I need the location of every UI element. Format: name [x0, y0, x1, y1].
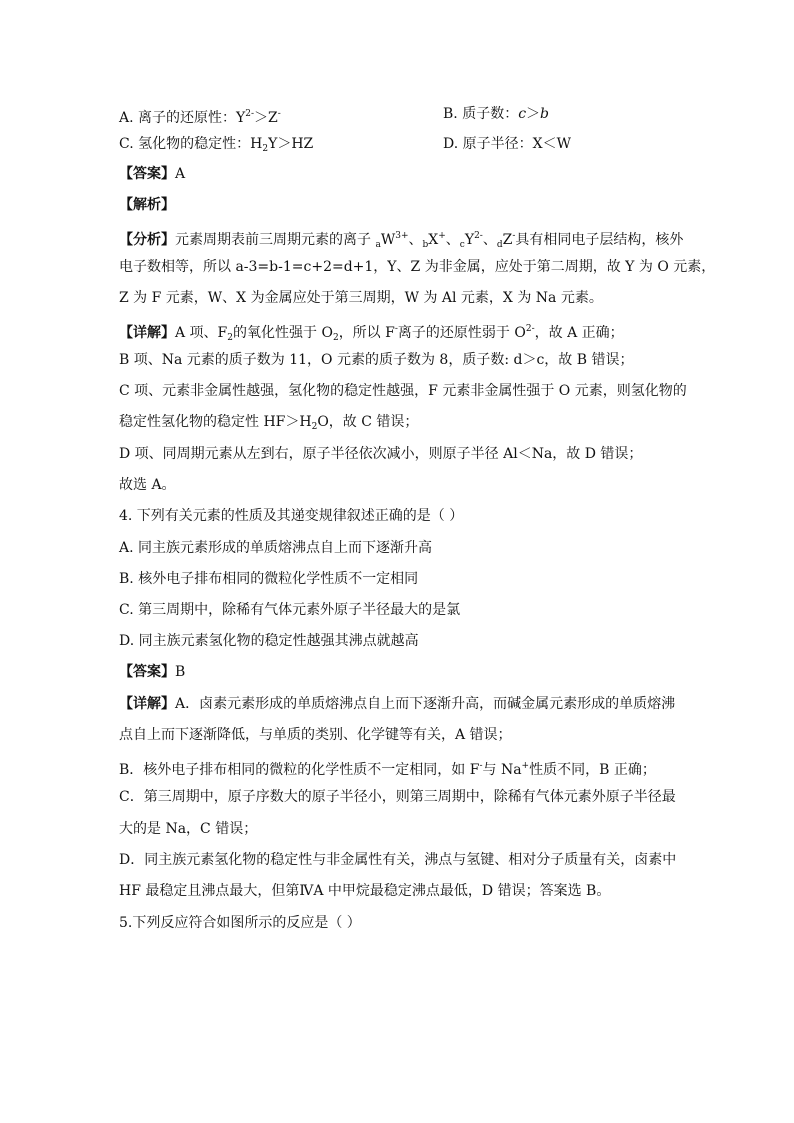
option-text: 原子半径：X＜W — [462, 136, 571, 152]
option-text: D. 同主族元素氢化物的稳定性越强其沸点就越高 — [119, 633, 419, 649]
text: A 项、F — [175, 325, 228, 341]
q4-xiangjie-c-2 — [119, 819, 679, 839]
q3-xiangjie-c-1 — [119, 381, 687, 401]
text: B．核外电子排布相同的微粒的化学性质不一定相同，如 F — [119, 762, 480, 778]
q4-stem — [119, 506, 679, 526]
superscript: + — [521, 761, 530, 771]
variable: b — [540, 106, 550, 122]
text: C．第三周期中，原子序数大的原子半径小，则第三周期中，除稀有气体元素外原子半径最 — [119, 789, 676, 805]
option-text: 氢化物的稳定性：H — [138, 136, 263, 152]
separator: 、 — [445, 232, 460, 248]
prescript: b — [422, 240, 429, 250]
q4-option-d — [119, 631, 679, 651]
q4-xiangjie-a-1 — [119, 694, 679, 714]
q3-fenxi-line-2 — [119, 257, 716, 277]
superscript: 2- — [525, 324, 535, 334]
q3-xiangjie-b — [119, 350, 679, 370]
prescript: c — [459, 240, 465, 250]
question-stem: 5.下列反应符合如图所示的反应是（ ） — [119, 915, 361, 931]
xiangjie-tag: 【详解】 — [119, 696, 175, 712]
text: 与 Na — [482, 762, 522, 778]
q3-xiangjie-a — [119, 319, 679, 343]
q3-answer — [119, 164, 679, 184]
text: 大的是 Na，C 错误； — [119, 821, 258, 837]
q3-xiangjie-d — [119, 444, 679, 464]
superscript: + — [438, 231, 446, 241]
subscript: 2 — [262, 144, 269, 154]
option-text: B. 核外电子排布相同的微粒化学性质不一定相同 — [119, 571, 419, 587]
q3-conclusion — [119, 475, 679, 495]
element-symbol: X — [428, 232, 439, 248]
analysis-tag: 【解析】 — [119, 197, 175, 213]
answer-tag: 【答案】 — [119, 166, 175, 182]
option-label: B. — [443, 106, 458, 122]
q4-xiangjie-d-1 — [119, 850, 679, 870]
q5-stem — [119, 913, 679, 933]
operator: ＞ — [526, 106, 541, 122]
superscript: 3+ — [395, 231, 409, 241]
question-stem: 4. 下列有关元素的性质及其递变规律叙述正确的是（ ） — [119, 508, 464, 524]
text: ，所以 F — [338, 325, 395, 341]
text: 的氧化性强于 O — [233, 325, 333, 341]
element-symbol: W — [380, 232, 396, 248]
q4-xiangjie-c-1 — [119, 787, 679, 807]
text: 点自上而下逐渐降低，与单质的类别、化学键等有关，A 错误； — [119, 727, 512, 743]
text: 故选 A。 — [119, 477, 176, 493]
text: HF 最稳定且沸点最大，但第ⅣA 中甲烷最稳定沸点最低，D 错误；答案选 B。 — [119, 883, 611, 899]
superscript: - — [512, 231, 516, 241]
q4-option-a — [119, 538, 679, 558]
text: 稳定性氢化物的稳定性 HF＞H — [119, 414, 312, 430]
option-b — [443, 104, 549, 124]
option-a — [119, 104, 679, 124]
option-text: 质子数： — [462, 106, 519, 122]
q3-fenxi-line-1 — [119, 226, 684, 250]
superscript: - — [394, 324, 398, 334]
text: O，故 C 错误； — [317, 414, 419, 430]
q3-fenxi-line-3 — [119, 288, 679, 308]
option-d — [443, 134, 571, 154]
option-c — [119, 134, 679, 154]
text: 电子数相等，所以 a-3=b-1=c+2=d+1，Y、Z 为非金属，应处于第二周期，故 Y 为 O 元素， — [119, 259, 716, 275]
text: D．同主族元素氢化物的稳定性与非金属性有关，沸点与氢键、相对分子质量有关，卤素中 — [119, 852, 677, 868]
fenxi-tag: 【分析】 — [119, 232, 175, 248]
q4-xiangjie-d-2 — [119, 881, 679, 901]
subscript: 2 — [311, 422, 318, 432]
text: 元素周期表前三周期元素的离子 — [175, 232, 376, 248]
text: A．卤素元素形成的单质熔沸点自上而下逐渐升高，而碱金属元素形成的单质熔沸 — [175, 696, 676, 712]
prescript: a — [375, 240, 381, 250]
text: ，故 A 正确； — [534, 325, 624, 341]
separator: 、 — [408, 232, 423, 248]
q4-xiangjie-b — [119, 756, 679, 776]
option-label: C. — [119, 136, 134, 152]
q4-xiangjie-a-2 — [119, 725, 679, 745]
text: 性质不同，B 正确； — [529, 762, 656, 778]
option-text: Y＞HZ — [268, 136, 314, 152]
element-symbol: Z — [502, 232, 513, 248]
answer-tag: 【答案】 — [119, 664, 175, 680]
q3-analysis-heading — [119, 195, 679, 215]
xiangjie-tag: 【详解】 — [119, 325, 175, 341]
text: Z 为 F 元素，W、X 为金属应处于第三周期，W 为 Al 元素，X 为 Na 元素。 — [119, 290, 603, 306]
option-label: D. — [443, 136, 459, 152]
superscript: - — [479, 761, 483, 771]
option-text: 离子的还原性：Y — [138, 110, 246, 126]
element-symbol: Y — [464, 232, 475, 248]
superscript: - — [277, 109, 281, 119]
text: B 项、Na 元素的质子数为 11，O 元素的质子数为 8，质子数: d＞c，故 B 错误； — [119, 352, 634, 368]
superscript: 2- — [245, 109, 255, 119]
superscript: 2- — [474, 231, 483, 241]
text: D 项、同周期元素从左到右，原子半径依次减小，则原子半径 Al＜Na，故 D 错误； — [119, 446, 643, 462]
subscript: 2 — [332, 333, 339, 343]
separator: 、 — [482, 232, 497, 248]
prescript: d — [496, 240, 503, 250]
subscript: 2 — [227, 333, 234, 343]
variable: c — [518, 106, 527, 122]
option-text: A. 同主族元素形成的单质熔沸点自上而下逐渐升高 — [119, 540, 433, 556]
answer-value: B — [175, 664, 186, 680]
option-text: ＞Z — [254, 110, 278, 126]
answer-value: A — [175, 166, 186, 182]
text: 离子的还原性弱于 O — [397, 325, 526, 341]
q4-option-b — [119, 569, 679, 589]
q4-answer — [119, 662, 679, 682]
q4-option-c — [119, 600, 679, 620]
text: 具有相同电子层结构，核外 — [515, 232, 684, 248]
q3-xiangjie-c-2 — [119, 412, 679, 432]
option-text: C. 第三周期中，除稀有气体元素外原子半径最大的是氯 — [119, 602, 461, 618]
text: C 项、元素非金属性越强，氢化物的稳定性越强，F 元素非金属性强于 O 元素，则氢化物的 — [119, 383, 687, 399]
option-label: A. — [119, 110, 134, 126]
